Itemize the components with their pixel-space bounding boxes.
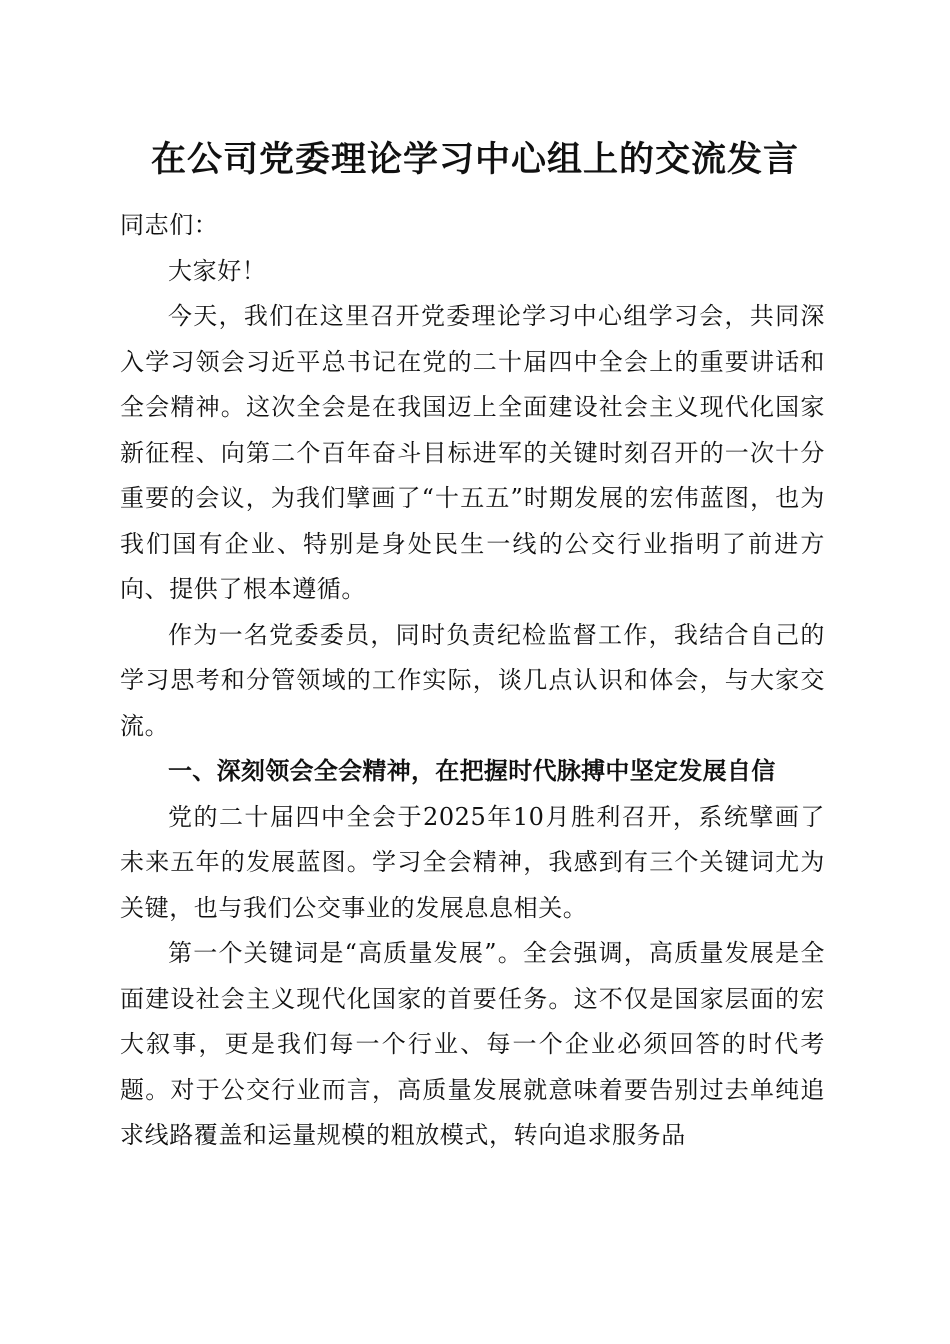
section1-paragraph-2: 第一个关键词是“高质量发展”。全会强调，高质量发展是全面建设社会主义现代化国家的首要任务。这不仅是国家层面的宏大叙事，更是我们每一个行业、每一个企业必须回答的时代考题。对于公交行业而言，高质量发展就意味着要告别过去单纯追求线路覆盖和运量规模的粗放模式，转向追求服务品 — [120, 939, 825, 1149]
document-body — [120, 203, 825, 1159]
section-heading-1: 一、深刻领会全会精神，在把握时代脉搏中坚定发展自信 — [168, 757, 776, 785]
document-title: 在公司党委理论学习中心组上的交流发言 — [150, 139, 799, 180]
paragraph-intro: 今天，我们在这里召开党委理论学习中心组学习会，共同深入学习领会习近平总书记在党的二十届四中全会上的重要讲话和全会精神。这次全会是在我国迈上全面建设社会主义现代化国家新征程、向第二个百年奋斗目标进军的关键时刻召开的一次十分重要的会议，为我们擘画了“十五五”时期发展的宏伟蓝图，也为我们国有企业、特别是身处民生一线的公交行业指明了前进方向、提供了根本遵循。 — [120, 302, 825, 603]
paragraph-greeting: 大家好！ — [168, 256, 267, 285]
salutation: 同志们： — [120, 211, 219, 239]
section1-paragraph-1: 党的二十届四中全会于2025年10月胜利召开，系统擘画了未来五年的发展蓝图。学习全会精神，我感到有三个关键词尤为关键，也与我们公交事业的发展息息相关。 — [120, 802, 825, 922]
paragraph-purpose: 作为一名党委委员，同时负责纪检监督工作，我结合自己的学习思考和分管领域的工作实际，谈几点认识和体会，与大家交流。 — [120, 620, 825, 740]
